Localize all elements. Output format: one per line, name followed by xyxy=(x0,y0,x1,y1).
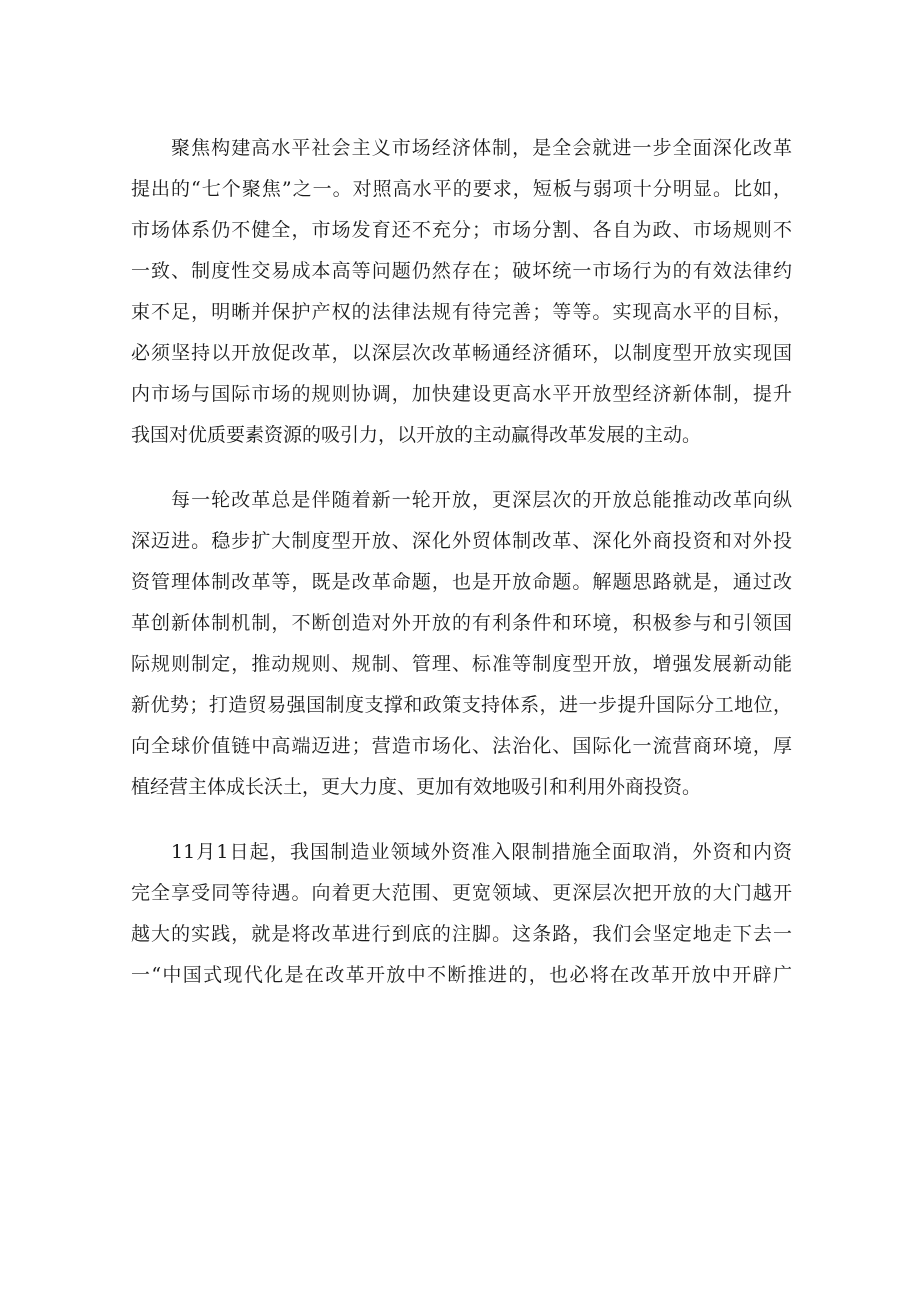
text-line: 新优势；打造贸易强国制度支撑和政策支持体系，进一步提升国际分工地位， xyxy=(131,694,792,716)
paragraph-2 xyxy=(131,480,792,808)
text-line: 市场体系仍不健全，市场发育还不充分；市场分割、各自为政、市场规则不 xyxy=(131,219,792,241)
text-line: 每一轮改革总是伴随着新一轮开放，更深层次的开放总能推动改革向纵 xyxy=(171,489,792,511)
text-line: 资管理体制改革等，既是改革命题，也是开放命题。解题思路就是，通过改 xyxy=(131,571,792,593)
text-line: 向全球价值链中高端迈进；营造市场化、法治化、国际化一流营商环境，厚 xyxy=(131,735,792,757)
paragraph-3 xyxy=(131,832,792,996)
text-line: 革创新体制机制，不断创造对外开放的有利条件和环境，积极参与和引领国 xyxy=(131,612,792,634)
text-line: 内市场与国际市场的规则协调，加快建设更高水平开放型经济新体制，提升 xyxy=(131,383,792,405)
document-body xyxy=(131,128,792,1020)
text-line: 完全享受同等待遇。向着更大范围、更宽领域、更深层次把开放的大门越开 xyxy=(131,882,792,904)
text-line: 提出的“七个聚焦”之一。对照高水平的要求，短板与弱项十分明显。比如， xyxy=(131,178,792,200)
text-line: 11月1日起，我国制造业领域外资准入限制措施全面取消，外资和内资 xyxy=(171,841,792,863)
text-line: 聚焦构建高水平社会主义市场经济体制，是全会就进一步全面深化改革 xyxy=(171,137,792,159)
text-line: 越大的实践，就是将改革进行到底的注脚。这条路，我们会坚定地走下去一 xyxy=(131,923,792,945)
text-line: 束不足，明晰并保护产权的法律法规有待完善；等等。实现高水平的目标， xyxy=(131,301,792,323)
text-line: 植经营主体成长沃土，更大力度、更加有效地吸引和利用外商投资。 xyxy=(131,776,702,798)
text-line: 际规则制定，推动规则、规制、管理、标准等制度型开放，增强发展新动能 xyxy=(131,653,792,675)
text-line: 一致、制度性交易成本高等问题仍然存在；破坏统一市场行为的有效法律约 xyxy=(131,260,792,282)
text-line: 我国对优质要素资源的吸引力，以开放的主动赢得改革发展的主动。 xyxy=(131,424,702,446)
paragraph-1 xyxy=(131,128,792,456)
text-line: 一“中国式现代化是在改革开放中不断推进的，也必将在改革开放中开辟广 xyxy=(131,964,792,986)
text-line: 必须坚持以开放促改革，以深层次改革畅通经济循环，以制度型开放实现国 xyxy=(131,342,792,364)
text-line: 深迈进。稳步扩大制度型开放、深化外贸体制改革、深化外商投资和对外投 xyxy=(131,530,792,552)
